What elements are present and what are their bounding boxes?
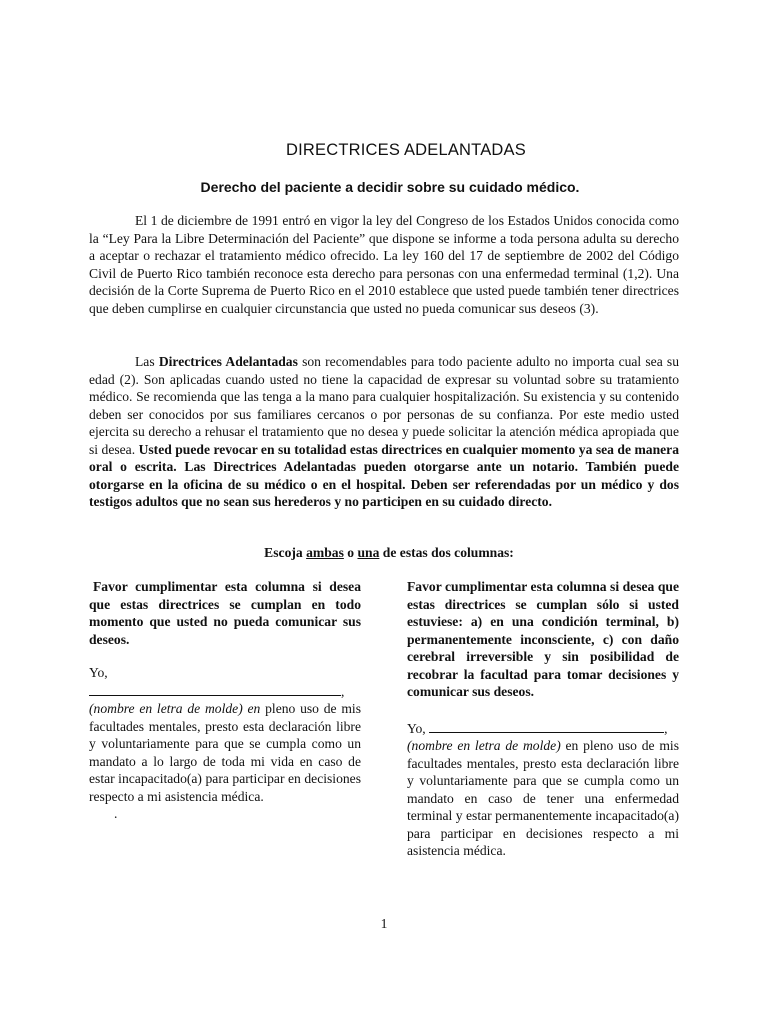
paragraph-law-intro bbox=[89, 212, 679, 317]
choose-columns-instruction bbox=[0, 545, 768, 561]
paragraph-2-bold-tail: Usted puede revocar en su totalidad estas directrices en cualquier momento ya sea de manera oral o escrita. Las Directrices Adelantadas pueden otorgarse ante un notario. También puede otorgarse en la oficina de su médico o en el hospital. Deben ser referendadas por un médico y dos testigos adultos que no sean sus herederos y no participen en su cuidado directo. bbox=[89, 441, 679, 509]
paragraph-2-bold-term: Directrices Adelantadas bbox=[158, 354, 298, 369]
right-column-body: en pleno uso de mis facultades mentales, presto esta declaración libre y voluntariamente para que se cumpla como un mandato en caso de tener una enfermedad terminal y estar permanentemente incapacitado(a) para participar en decisiones respecto a mi asistencia médica. bbox=[407, 738, 679, 858]
right-column-heading: Favor cumplimentar esta columna si desea que estas directrices se cumplan sólo si usted estuviese: a) en una condición terminal, b) permanentemente inconsciente, c) con daño cerebral irreversible y sin posibilidad de recobrar la facultad para tomar decisiones y comunicar sus deseos. bbox=[407, 579, 679, 699]
right-yo-label: Yo, bbox=[407, 720, 430, 736]
right-name-blank[interactable] bbox=[429, 719, 664, 733]
left-name-hint: (nombre en letra de molde) en bbox=[89, 701, 261, 716]
choose-middle: o bbox=[343, 545, 358, 560]
left-column bbox=[89, 578, 361, 805]
paragraph-2-lead: Las bbox=[135, 354, 159, 369]
paragraph-2-text: son recomendables para todo paciente adulto no importa cual sea su edad (2). Son aplicadas cuando usted no tiene la capacidad de expresar su voluntad sobre su tratamiento médico. Se recomienda que las tenga a la mano para cualquier hospitalización. Su existencia y su contenido deben ser conocidos por sus familiares cercanos o por personas de su confianza. Por este medio usted ejercita su derecho a rehusar el tratamiento que no desea y puede solicitar la atención médica apropiada que si desea. bbox=[89, 354, 680, 457]
stray-dot: . bbox=[114, 806, 118, 821]
left-yo-label: Yo, bbox=[89, 665, 108, 680]
document-title: DIRECTRICES ADELANTADAS bbox=[286, 141, 526, 159]
left-comma: , bbox=[341, 683, 345, 699]
right-column bbox=[407, 578, 679, 860]
left-name-blank[interactable] bbox=[89, 682, 341, 696]
right-name-hint: (nombre en letra de molde) bbox=[407, 738, 561, 753]
document-subtitle: Derecho del paciente a decidir sobre su cuidado médico. bbox=[200, 179, 580, 195]
left-column-heading: Favor cumplimentar esta columna si desea que estas directrices se cumplan en todo momento que usted no pueda comunicar sus deseos. bbox=[89, 579, 361, 647]
choose-suffix: de estas dos columnas: bbox=[379, 545, 514, 560]
paragraph-1-text: El 1 de diciembre de 1991 entró en vigor la ley del Congreso de los Estados Unidos conocida como la “Ley Para la Libre Determinación del Paciente” que dispone se informe a toda persona adulta su derecho a aceptar o rechazar el tratamiento médico ofrecido. La ley 160 del 17 de septiembre de 2002 del Código Civil de Puerto Rico también reconoce esta derecho para personas con una enfermedad terminal (1,2). Una decisión de la Corte Suprema de Puerto Rico en el 2010 establece que usted puede también tener directrices que deben cumplirse en cualquier circunstancia que usted no pueda comunicar sus deseos (3). bbox=[89, 213, 679, 316]
choose-una: una bbox=[357, 545, 380, 560]
page-number: 1 bbox=[380, 916, 388, 931]
right-column-declaration bbox=[407, 719, 679, 860]
paragraph-directives-info bbox=[89, 353, 679, 511]
left-column-declaration bbox=[89, 664, 361, 805]
right-comma: , bbox=[664, 720, 668, 736]
choose-prefix: Escoja bbox=[264, 545, 307, 560]
choose-ambas: ambas bbox=[306, 545, 344, 560]
left-column-body: pleno uso de mis facultades mentales, presto esta declaración libre y voluntariamente para que se cumpla como un mandato a lo largo de toda mi vida en caso de estar incapacitado(a) para participar en decisiones respecto a mi asistencia médica. bbox=[89, 701, 361, 804]
